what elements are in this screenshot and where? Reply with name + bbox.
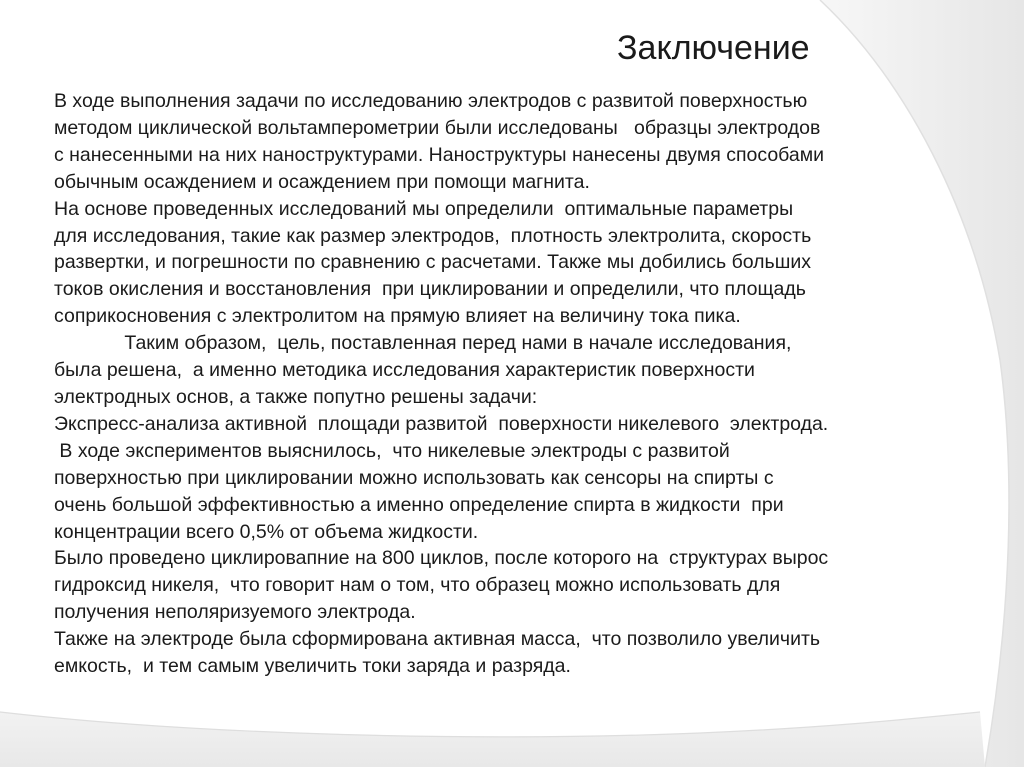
- text-line: развертки, и погрешности по сравнению с расчетами. Также мы добились больших: [54, 251, 811, 274]
- text-line: получения неполяризуемого электрода.: [54, 601, 416, 624]
- slide-title: Заключение: [617, 29, 810, 67]
- text-line: Также на электроде была сформирована активная масса, что позволило увеличить: [54, 628, 821, 651]
- text-line: емкость, и тем самым увеличить токи заряда и разряда.: [54, 655, 571, 678]
- text-line: очень большой эффективностью а именно определение спирта в жидкости при: [54, 493, 784, 516]
- text-line: соприкосновения с электролитом на прямую влияет на величину тока пика.: [54, 305, 741, 328]
- text-line: На основе проведенных исследований мы определили оптимальные параметры: [54, 197, 794, 220]
- text-line: В ходе выполнения задачи по исследованию электродов с развитой поверхностью: [54, 90, 808, 112]
- bottom-curve-shape: [0, 712, 985, 767]
- text-line: Экспресс-анализа активной площади развитой поверхности никелевого электрода.: [54, 412, 829, 435]
- text-line: концентрации всего 0,5% от объема жидкости.: [54, 520, 479, 543]
- text-line: электродных основ, а также попутно решены задачи:: [54, 385, 538, 408]
- text-line: была решена, а именно методика исследования характеристик поверхности: [54, 359, 755, 382]
- text-line: методом циклической вольтамперометрии были исследованы образцы электродов: [54, 116, 821, 139]
- slide-body-text: [54, 88, 984, 680]
- text-line: для исследования, такие как размер электродов, плотность электролита, скорость: [54, 224, 812, 247]
- text-line: гидроксид никеля, что говорит нам о том, что образец можно использовать для: [54, 574, 781, 597]
- text-line: В ходе экспериментов выяснилось, что никелевые электроды с развитой: [54, 439, 730, 462]
- text-line: токов окисления и восстановления при циклировании и определили, что площадь: [54, 278, 806, 301]
- text-line: с нанесенными на них наноструктурами. Наноструктуры нанесены двумя способами: [54, 143, 825, 166]
- text-line: Было проведено циклировапние на 800 циклов, после которого на структурах вырос: [54, 547, 829, 570]
- text-line: Таким образом, цель, поставленная перед нами в начале исследования,: [54, 332, 792, 355]
- text-line: поверхностью при циклировании можно использовать как сенсоры на спирты с: [54, 466, 774, 489]
- text-line: обычным осаждением и осаждением при помощи магнита.: [54, 170, 590, 193]
